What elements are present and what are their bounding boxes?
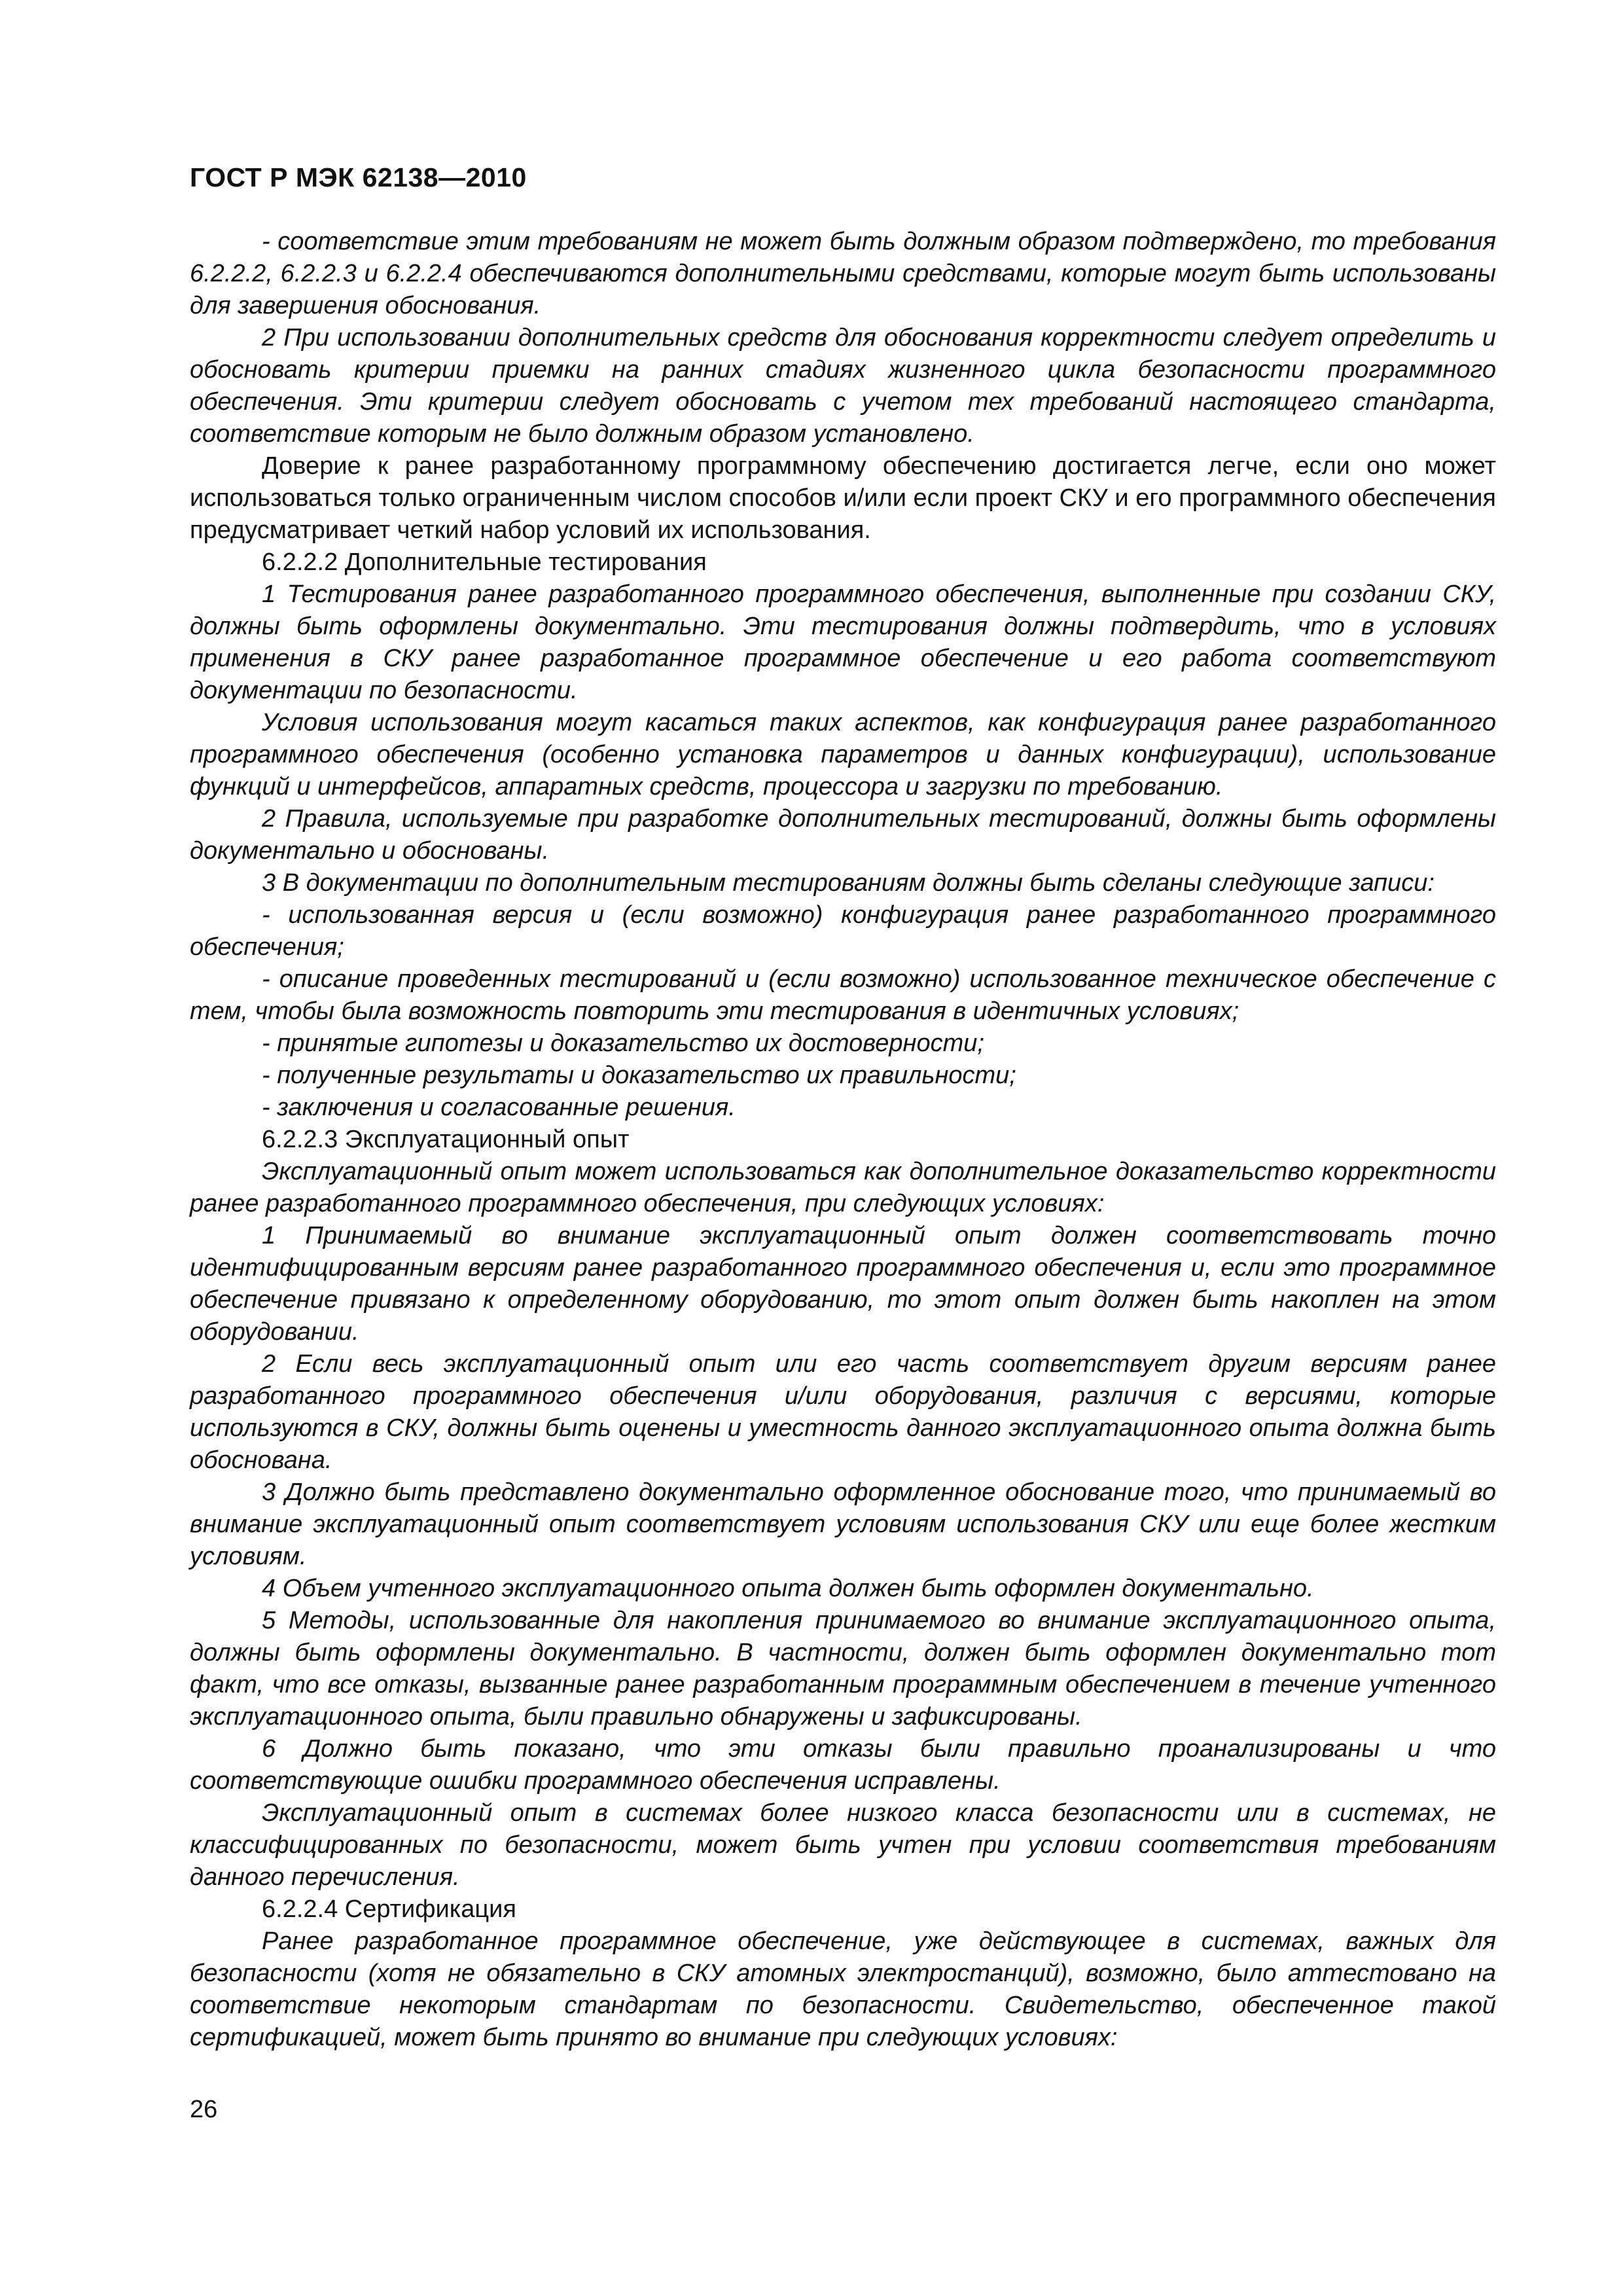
paragraph: 6 Должно быть показано, что эти отказы были правильно проанализированы и что соответствующие ошибки программного обеспечения исправлены. xyxy=(190,1735,1496,1795)
paragraph: Доверие к ранее разработанному программному обеспечению достигается легче, если оно может использоваться только ограниченным числом способов и/или если проект СКУ и его программного обеспечения предусматривает четкий набор условий их использования. xyxy=(190,452,1496,544)
list-item: - использованная версия и (если возможно) конфигурация ранее разработанного программного обеспечения; xyxy=(190,901,1496,961)
list-item: - заключения и согласованные решения. xyxy=(262,1094,736,1121)
paragraph: - соответствие этим требованиям не может быть должным образом подтверждено, то требования 6.2.2.2, 6.2.2.3 и 6.2.2.4 обеспечиваются дополнительными средствами, которые могут быть использованы для завершения обоснования. xyxy=(190,228,1496,319)
section-heading: 6.2.2.2 Дополнительные тестирования xyxy=(262,548,707,576)
paragraph: 3 В документации по дополнительным тестированиям должны быть сделаны следующие записи: xyxy=(262,869,1435,897)
paragraph: 1 Принимаемый во внимание эксплуатационный опыт должен соответствовать точно идентифицированным версиям ранее разработанного программного обеспечения и, если это программное обеспечение привязано к определенному оборудованию, то этот опыт должен быть накоплен на этом оборудовании. xyxy=(190,1222,1496,1346)
document-body xyxy=(190,226,1496,2054)
section-heading: 6.2.2.4 Сертификация xyxy=(262,1895,516,1923)
paragraph: Эксплуатационный опыт в системах более низкого класса безопасности или в системах, не классифицированных по безопасности, может быть учтен при условии соответствия требованиям данного перечисления. xyxy=(190,1799,1496,1891)
paragraph: 5 Методы, использованные для накопления принимаемого во внимание эксплуатационного опыта, должны быть оформлены документально. В частности, должен быть оформлен документально тот факт, что все отказы, вызванные ранее разработанным программным обеспечением в течение учтенного эксплуатационного опыта, были правильно обнаружены и зафиксированы. xyxy=(190,1607,1496,1731)
list-item: - описание проведенных тестирований и (если возможно) использованное техническое обеспечение с тем, чтобы была возможность повторить эти тестирования в идентичных условиях; xyxy=(190,965,1496,1025)
paragraph: Условия использования могут касаться таких аспектов, как конфигурация ранее разработанного программного обеспечения (особенно установка параметров и данных конфигурации), использование функций и интерфейсов, аппаратных средств, процессора и загрузки по требованию. xyxy=(190,709,1496,800)
paragraph: 2 При использовании дополнительных средств для обоснования корректности следует определить и обосновать критерии приемки на ранних стадиях жизненного цикла безопасности программного обеспечения. Эти критерии следует обосновать с учетом тех требований настоящего стандарта, соответствие которым не было должным образом установлено. xyxy=(190,324,1496,448)
list-item: - полученные результаты и доказательство их правильности; xyxy=(262,1062,1016,1089)
section-heading: 6.2.2.3 Эксплуатационный опыт xyxy=(262,1126,630,1153)
page-number: 26 xyxy=(190,2096,218,2123)
paragraph: 2 Правила, используемые при разработке дополнительных тестирований, должны быть оформлены документально и обоснованы. xyxy=(190,805,1496,865)
paragraph: Эксплуатационный опыт может использоваться как дополнительное доказательство корректности ранее разработанного программного обеспечения, при следующих условиях: xyxy=(190,1158,1496,1217)
paragraph: Ранее разработанное программное обеспечение, уже действующее в системах, важных для безопасности (хотя не обязательно в СКУ атомных электростанций), возможно, было аттестовано на соответствие некоторым стандартам по безопасности. Свидетельство, обеспеченное такой сертификацией, может быть принято во внимание при следующих условиях: xyxy=(190,1928,1496,2051)
list-item: - принятые гипотезы и доказательство их достоверности; xyxy=(262,1030,984,1057)
paragraph: 1 Тестирования ранее разработанного программного обеспечения, выполненные при создании СКУ, должны быть оформлены документально. Эти тестирования должны подтвердить, что в условиях применения в СКУ ранее разработанное программное обеспечение и его работа соответствуют документации по безопасности. xyxy=(190,581,1496,704)
paragraph: 4 Объем учтенного эксплуатационного опыта должен быть оформлен документально. xyxy=(262,1575,1314,1602)
document-header: ГОСТ Р МЭК 62138—2010 xyxy=(190,162,527,192)
paragraph: 3 Должно быть представлено документально оформленное обоснование того, что принимаемый во внимание эксплуатационный опыт соответствует условиям использования СКУ или еще более жестким условиям. xyxy=(190,1479,1496,1570)
paragraph: 2 Если весь эксплуатационный опыт или его часть соответствует другим версиям ранее разработанного программного обеспечения и/или оборудования, различия с версиями, которые используются в СКУ, должны быть оценены и уместность данного эксплуатационного опыта должна быть обоснована. xyxy=(190,1350,1496,1474)
